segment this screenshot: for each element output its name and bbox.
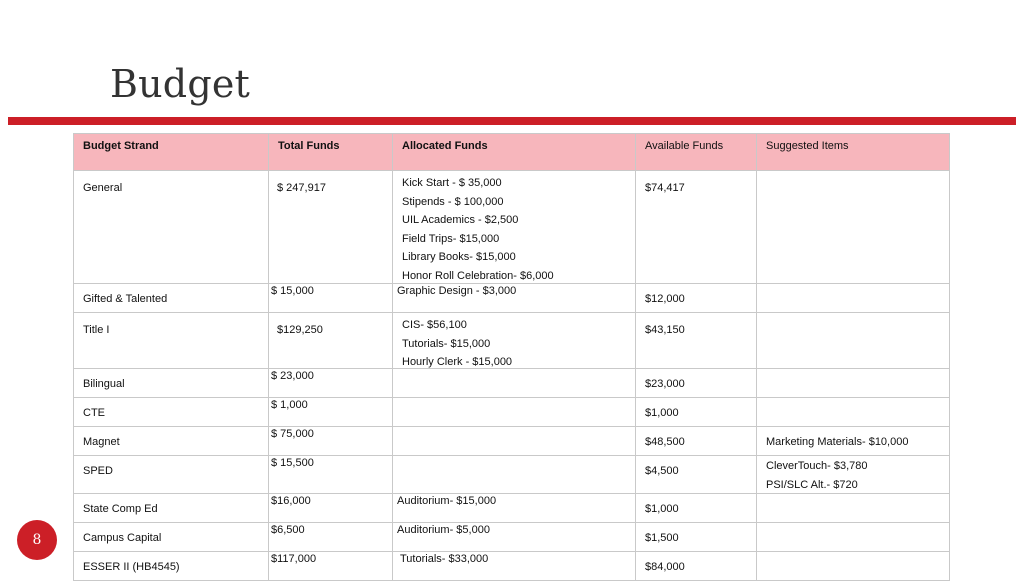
allocated-item: UIL Academics - $2,500 <box>402 214 519 226</box>
allocated-item: Honor Roll Celebration- $6,000 <box>402 269 554 282</box>
strand-cell: Magnet <box>74 427 269 456</box>
allocated-item: Tutorials- $15,000 <box>402 337 491 350</box>
allocated-item: CIS- $56,100 <box>402 319 467 331</box>
header-total-funds: Total Funds <box>269 134 393 171</box>
available-cell: $74,417 <box>636 171 757 284</box>
budget-table <box>73 133 950 581</box>
table-row <box>74 523 950 552</box>
total-cell: $ 15,500 <box>269 456 393 494</box>
table-header-row <box>74 134 950 171</box>
suggested-cell <box>757 427 950 456</box>
strand-cell: Bilingual <box>74 369 269 398</box>
suggested-cell <box>757 369 950 398</box>
allocated-cell: Auditorium- $5,000 <box>393 523 636 552</box>
strand-cell: State Comp Ed <box>74 494 269 523</box>
allocated-cell <box>393 427 636 456</box>
allocated-item: Hourly Clerk - $15,000 <box>402 356 513 368</box>
available-cell: $48,500 <box>636 427 757 456</box>
total-cell: $117,000 <box>269 552 393 581</box>
allocated-cell <box>393 171 636 284</box>
suggested-item: PSI/SLC Alt.- $720 <box>766 478 858 491</box>
table-row <box>74 284 950 313</box>
table-row <box>74 369 950 398</box>
suggested-cell <box>757 523 950 552</box>
allocated-cell <box>393 313 636 369</box>
available-cell: $4,500 <box>636 456 757 494</box>
suggested-cell <box>757 456 950 494</box>
total-cell: $6,500 <box>269 523 393 552</box>
strand-cell: Gifted & Talented <box>74 284 269 313</box>
allocated-item: Kick Start - $ 35,000 <box>402 177 502 189</box>
allocated-cell: Auditorium- $15,000 <box>393 494 636 523</box>
table-row <box>74 494 950 523</box>
suggested-cell <box>757 171 950 284</box>
total-cell: $16,000 <box>269 494 393 523</box>
suggested-cell <box>757 313 950 369</box>
allocated-cell: Tutorials- $33,000 <box>393 552 636 581</box>
available-cell: $12,000 <box>636 284 757 313</box>
header-budget-strand: Budget Strand <box>74 134 269 171</box>
suggested-cell <box>757 552 950 581</box>
table-row <box>74 456 950 494</box>
strand-cell: SPED <box>74 456 269 494</box>
suggested-cell <box>757 398 950 427</box>
available-cell: $1,000 <box>636 398 757 427</box>
table-row <box>74 313 950 369</box>
allocated-cell <box>393 456 636 494</box>
strand-cell: ESSER II (HB4545) <box>74 552 269 581</box>
allocated-cell: Graphic Design - $3,000 <box>393 284 636 313</box>
allocated-item: Library Books- $15,000 <box>402 251 516 263</box>
total-cell: $ 75,000 <box>269 427 393 456</box>
available-cell: $1,500 <box>636 523 757 552</box>
total-cell: $ 1,000 <box>269 398 393 427</box>
page-number-badge: 8 <box>17 520 57 560</box>
title-divider <box>8 117 1016 125</box>
suggested-item: CleverTouch- $3,780 <box>766 460 868 472</box>
table-row <box>74 552 950 581</box>
allocated-cell <box>393 369 636 398</box>
total-cell: $ 23,000 <box>269 369 393 398</box>
table-row <box>74 427 950 456</box>
available-cell: $43,150 <box>636 313 757 369</box>
allocated-item: Field Trips- $15,000 <box>402 232 500 245</box>
available-cell: $84,000 <box>636 552 757 581</box>
strand-cell: CTE <box>74 398 269 427</box>
strand-cell: Title I <box>74 313 269 369</box>
total-cell: $ 15,000 <box>269 284 393 313</box>
strand-cell: Campus Capital <box>74 523 269 552</box>
page-title: Budget <box>110 62 251 106</box>
header-available-funds: Available Funds <box>636 134 757 171</box>
allocated-cell <box>393 398 636 427</box>
suggested-item: Marketing Materials- $10,000 <box>766 436 909 448</box>
strand-cell: General <box>74 171 269 284</box>
available-cell: $23,000 <box>636 369 757 398</box>
total-cell: $129,250 <box>269 313 393 369</box>
table-row <box>74 171 950 284</box>
header-allocated-funds: Allocated Funds <box>393 134 636 171</box>
suggested-cell <box>757 284 950 313</box>
total-cell: $ 247,917 <box>269 171 393 284</box>
table-row <box>74 398 950 427</box>
header-suggested-items: Suggested Items <box>757 134 950 171</box>
available-cell: $1,000 <box>636 494 757 523</box>
allocated-item: Stipends - $ 100,000 <box>402 195 504 208</box>
suggested-cell <box>757 494 950 523</box>
